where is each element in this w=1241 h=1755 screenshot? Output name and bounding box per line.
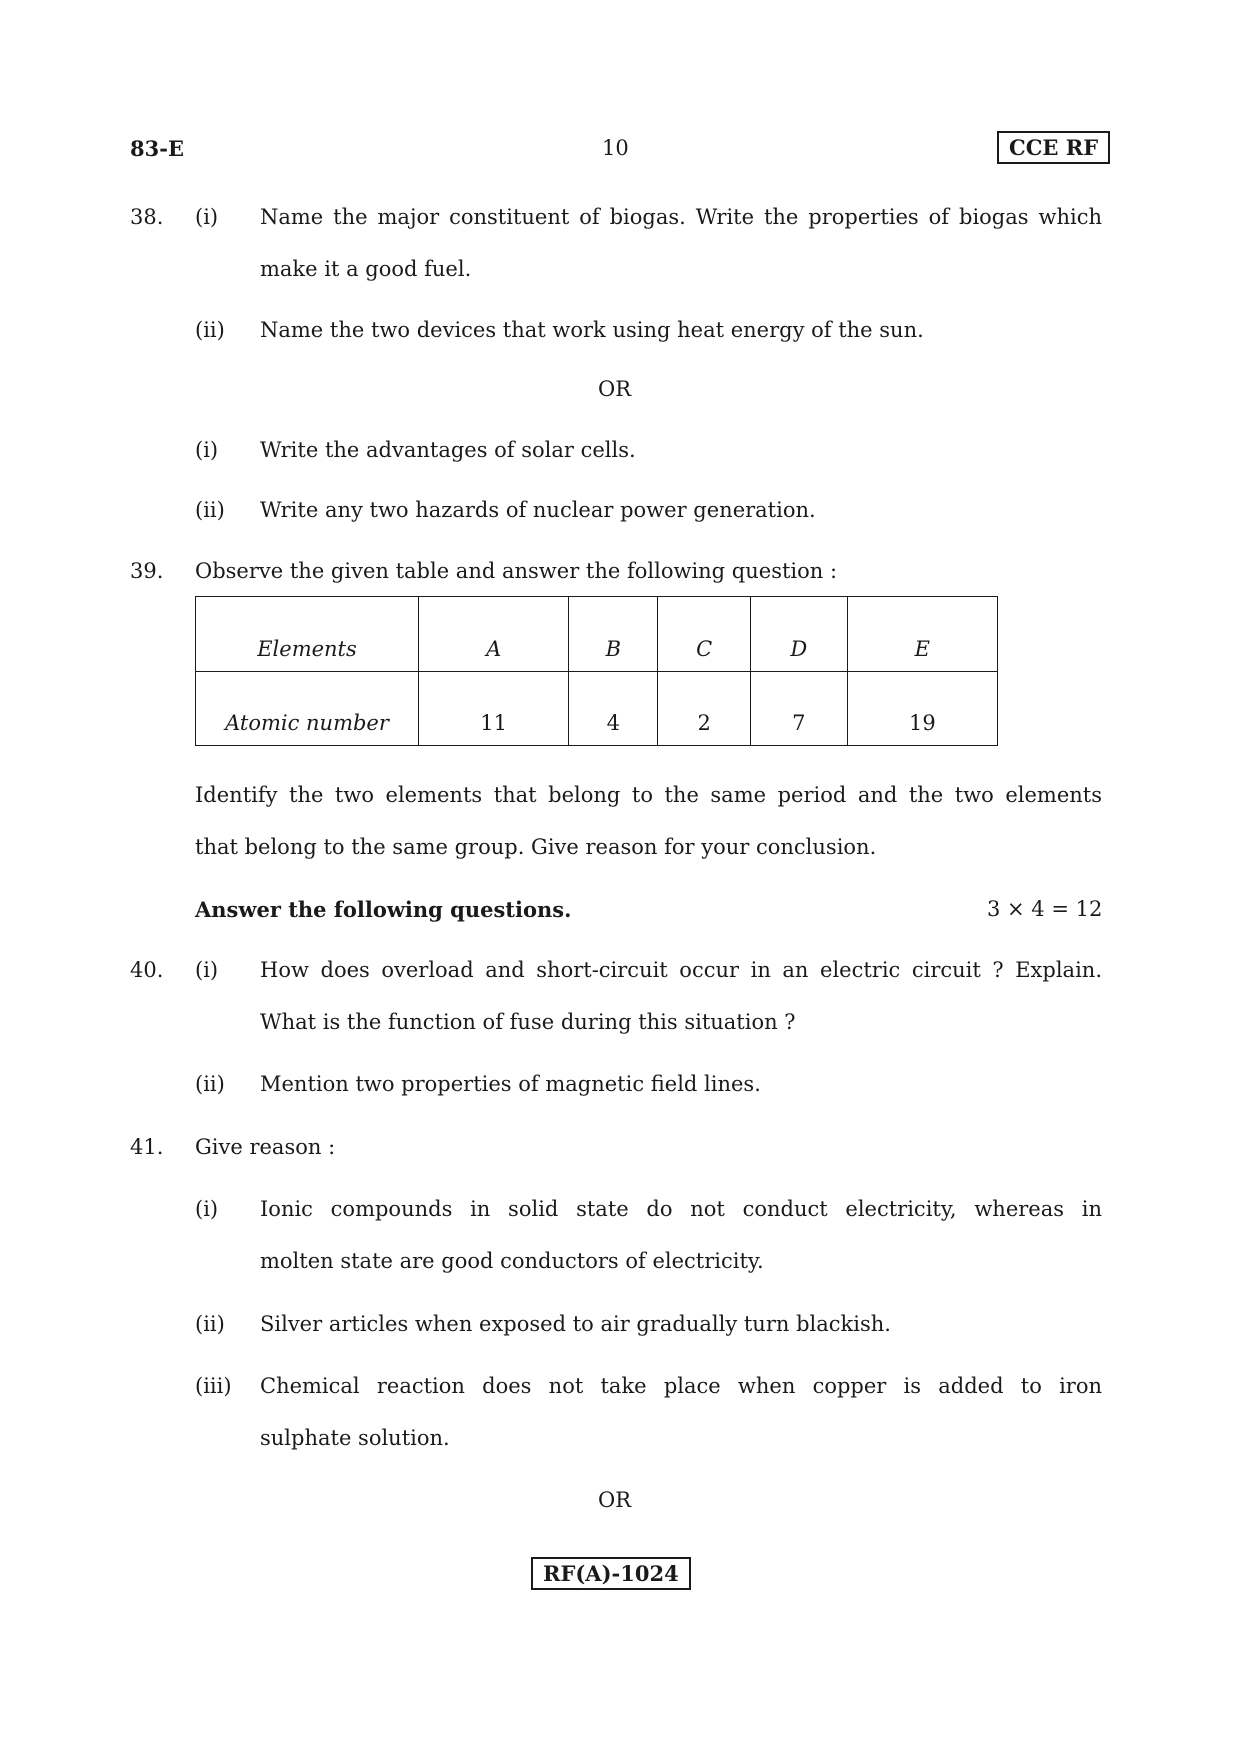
question-text: Write any two hazards of nuclear power generation. (260, 498, 816, 522)
page-number: 10 (602, 136, 629, 160)
table-cell: C (658, 597, 751, 672)
table-row (196, 671, 998, 746)
section-heading: Answer the following questions. (195, 897, 572, 922)
question-text: Identify the two elements that belong to the same period and the two elements (195, 783, 1102, 807)
question-text: How does overload and short-circuit occur in an electric circuit ? Explain. (260, 958, 1102, 982)
question-text: What is the function of fuse during this situation ? (260, 1010, 796, 1034)
question-text: Give reason : (195, 1135, 336, 1159)
question-text: make it a good fuel. (260, 257, 472, 281)
question-text: Name the two devices that work using heat energy of the sun. (260, 318, 924, 342)
table-cell: B (569, 597, 658, 672)
question-text: Name the major constituent of biogas. Write the properties of biogas which (260, 205, 1102, 229)
paper-code: 83-E (130, 136, 184, 161)
subpart-label: (i) (195, 1197, 219, 1221)
footer-code: RF(A)-1024 (531, 1557, 691, 1590)
table-cell: 19 (847, 671, 997, 746)
table-cell: A (419, 597, 569, 672)
section-marks: 3 × 4 = 12 (987, 897, 1103, 921)
table-cell: E (847, 597, 997, 672)
or-separator: OR (598, 1488, 632, 1512)
table-cell: D (750, 597, 847, 672)
question-text: Silver articles when exposed to air gradually turn blackish. (260, 1312, 891, 1336)
question-number: 41. (130, 1135, 164, 1159)
question-text: that belong to the same group. Give reason for your conclusion. (195, 835, 877, 859)
series-badge: CCE RF (997, 131, 1110, 164)
question-text: molten state are good conductors of electricity. (260, 1249, 764, 1273)
table-cell: 11 (419, 671, 569, 746)
question-number: 39. (130, 559, 164, 583)
question-text: Ionic compounds in solid state do not conduct electricity, whereas in (260, 1197, 1102, 1221)
subpart-label: (iii) (195, 1374, 232, 1398)
question-text: Mention two properties of magnetic field lines. (260, 1072, 761, 1096)
table-cell: 7 (750, 671, 847, 746)
table-cell: 4 (569, 671, 658, 746)
question-text: Observe the given table and answer the following question : (195, 559, 838, 583)
question-text: Write the advantages of solar cells. (260, 438, 636, 462)
table-cell: 2 (658, 671, 751, 746)
table-row (196, 597, 998, 672)
question-number: 38. (130, 205, 164, 229)
question-number: 40. (130, 958, 164, 982)
or-separator: OR (598, 377, 632, 401)
subpart-label: (ii) (195, 498, 225, 522)
subpart-label: (i) (195, 438, 219, 462)
question-text: sulphate solution. (260, 1426, 450, 1450)
subpart-label: (ii) (195, 1072, 225, 1096)
table-cell: Atomic number (196, 671, 419, 746)
subpart-label: (ii) (195, 318, 225, 342)
subpart-label: (i) (195, 958, 219, 982)
table-cell: Elements (196, 597, 419, 672)
subpart-label: (i) (195, 205, 219, 229)
subpart-label: (ii) (195, 1312, 225, 1336)
elements-table (195, 596, 998, 746)
question-text: Chemical reaction does not take place when copper is added to iron (260, 1374, 1102, 1398)
